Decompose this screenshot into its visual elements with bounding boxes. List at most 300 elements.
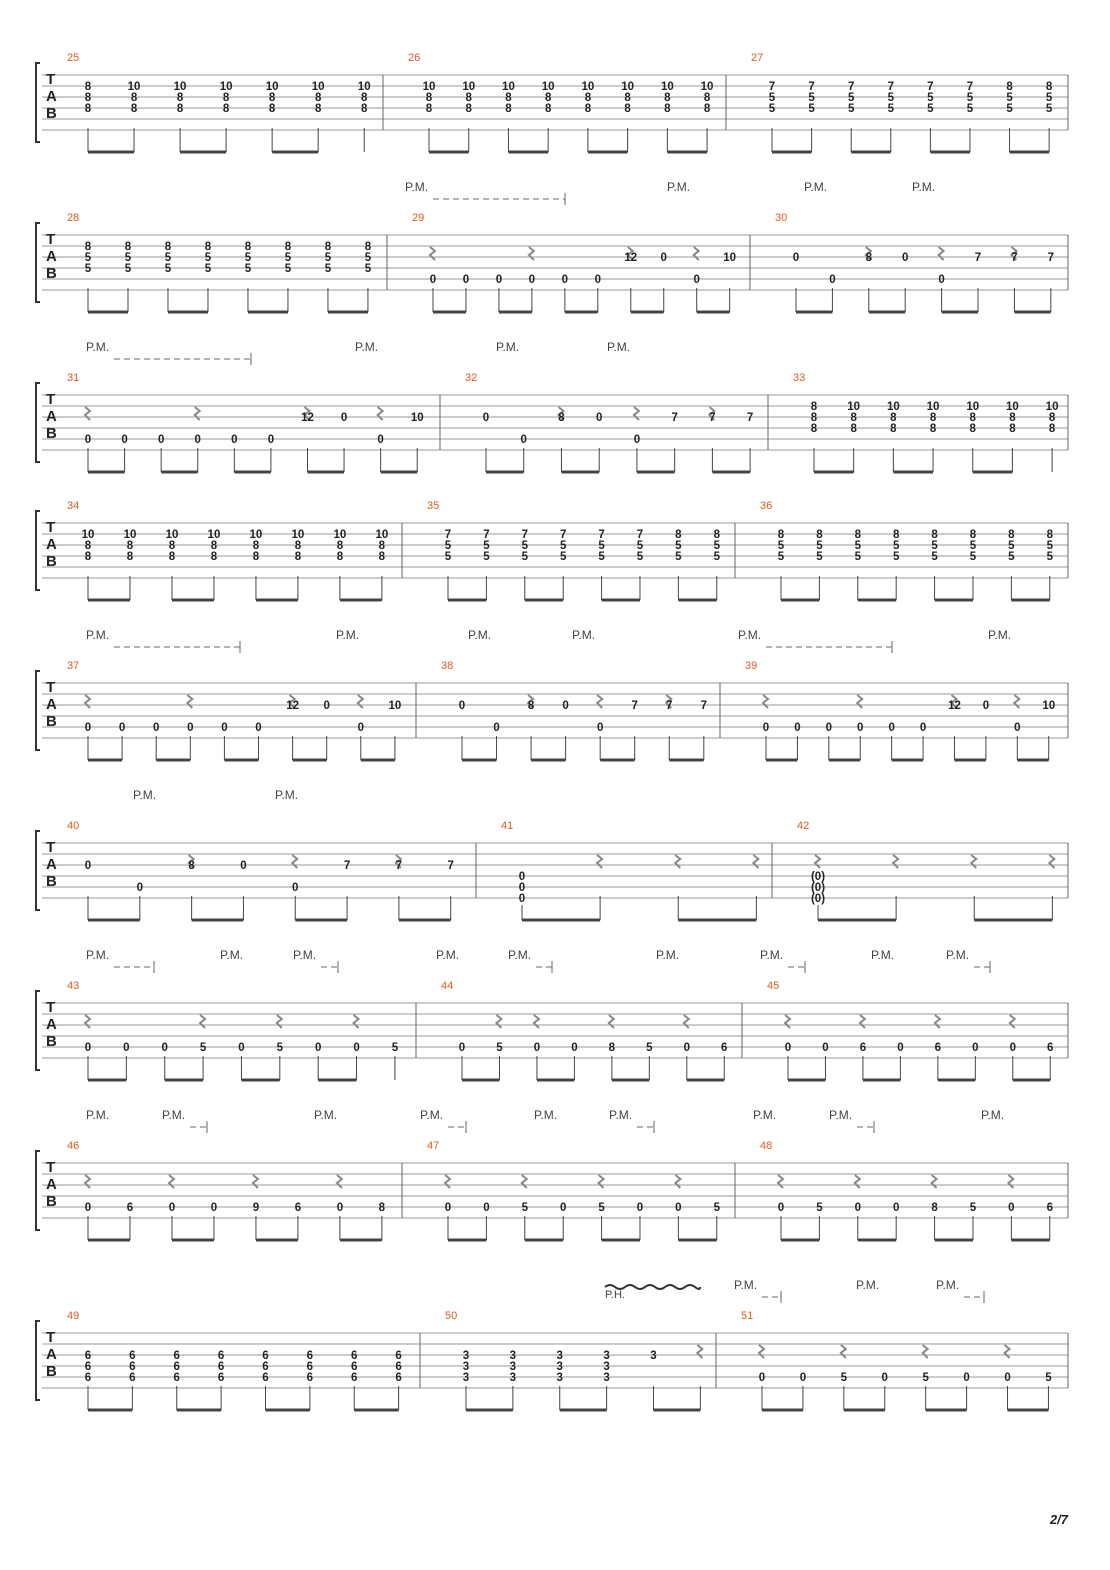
fret-number: 0 bbox=[888, 722, 895, 734]
fret-number: 8 bbox=[188, 860, 195, 872]
beat bbox=[571, 1042, 577, 1080]
palm-mute-label: P.M. bbox=[738, 628, 762, 642]
fret-number: 6 bbox=[395, 1361, 402, 1373]
measure-number: 48 bbox=[760, 1140, 773, 1152]
rest-icon bbox=[935, 1015, 940, 1028]
fret-number: 6 bbox=[217, 1350, 225, 1362]
fret-number: 5 bbox=[636, 540, 644, 552]
palm-mute-label: P.M. bbox=[946, 948, 970, 962]
fret-number: 7 bbox=[808, 81, 815, 93]
measure-number: 32 bbox=[465, 372, 478, 384]
fret-number: 8 bbox=[84, 241, 92, 253]
beat bbox=[1047, 1202, 1053, 1240]
fret-number: 10 bbox=[81, 529, 95, 541]
beat bbox=[127, 1202, 133, 1240]
fret-number: 8 bbox=[210, 540, 218, 552]
measure-number: 28 bbox=[67, 212, 80, 224]
fret-number: 8 bbox=[558, 412, 565, 424]
fret-number: 10 bbox=[165, 529, 179, 541]
fret-number: 6 bbox=[859, 1042, 867, 1054]
beat bbox=[231, 434, 237, 472]
beat bbox=[85, 860, 91, 920]
beat bbox=[972, 1042, 978, 1080]
fret-number: 6 bbox=[351, 1350, 358, 1362]
fret-number: 5 bbox=[204, 252, 212, 264]
fret-number: 7 bbox=[636, 529, 644, 541]
fret-number: 8 bbox=[1009, 412, 1016, 424]
fret-number: 8 bbox=[204, 241, 212, 253]
rest-icon bbox=[1005, 1345, 1010, 1358]
fret-number: 8 bbox=[1045, 81, 1053, 93]
rest-icon bbox=[1049, 855, 1054, 868]
beat bbox=[85, 1350, 91, 1410]
fret-number: 8 bbox=[124, 241, 132, 253]
rest-icon bbox=[292, 855, 297, 868]
beat bbox=[463, 1350, 469, 1410]
fret-number: 7 bbox=[521, 529, 528, 541]
fret-number: 8 bbox=[425, 103, 433, 115]
beat bbox=[462, 81, 475, 152]
beat bbox=[395, 1350, 401, 1410]
tab-clef-letter: B bbox=[46, 1033, 57, 1050]
palm-mute-label: P.M. bbox=[667, 180, 691, 194]
rest-icon bbox=[522, 1175, 527, 1188]
rest-icon bbox=[354, 1015, 359, 1028]
fret-number: 0 bbox=[518, 893, 526, 905]
measure-number: 49 bbox=[67, 1310, 80, 1322]
beat bbox=[970, 529, 977, 600]
beat bbox=[661, 81, 674, 152]
beat bbox=[897, 1042, 903, 1080]
fret-number: 5 bbox=[521, 540, 528, 552]
fret-number: 6 bbox=[84, 1372, 92, 1384]
system-bracket bbox=[36, 1321, 40, 1400]
fret-number: 8 bbox=[176, 103, 184, 115]
fret-number: 5 bbox=[713, 1202, 720, 1214]
measure-number: 37 bbox=[67, 660, 80, 672]
beat bbox=[893, 529, 900, 600]
fret-number: 6 bbox=[217, 1361, 225, 1373]
fret-number: 8 bbox=[505, 103, 512, 115]
fret-number: 5 bbox=[483, 540, 490, 552]
fret-number: 0 bbox=[902, 252, 909, 264]
tab-clef-letter: A bbox=[46, 856, 57, 873]
fret-number: 10 bbox=[1042, 700, 1056, 712]
fret-number: 5 bbox=[1008, 540, 1015, 552]
fret-number: 8 bbox=[84, 540, 92, 552]
rest-icon bbox=[763, 695, 768, 708]
fret-number: 0 bbox=[458, 1042, 466, 1054]
rest-icon bbox=[932, 1175, 937, 1188]
beat bbox=[445, 529, 452, 600]
beat bbox=[240, 860, 246, 920]
fret-number: 0 bbox=[161, 1042, 168, 1054]
beat bbox=[221, 722, 227, 760]
rest-icon bbox=[85, 695, 90, 708]
fret-number: 0 bbox=[267, 434, 275, 446]
fret-number: 10 bbox=[966, 401, 980, 413]
beat bbox=[389, 700, 402, 760]
fret-number: 5 bbox=[364, 263, 372, 275]
fret-number: 5 bbox=[1045, 92, 1053, 104]
beat bbox=[510, 1350, 516, 1410]
fret-number: 0 bbox=[919, 722, 927, 734]
beat bbox=[826, 722, 832, 760]
rest-icon bbox=[85, 1015, 90, 1028]
beat bbox=[483, 412, 489, 472]
fret-number: 3 bbox=[650, 1350, 657, 1362]
beat bbox=[661, 252, 667, 312]
fret-number: 0 bbox=[963, 1372, 970, 1384]
measure-number: 44 bbox=[441, 980, 454, 992]
beat bbox=[521, 434, 527, 472]
fret-number: 10 bbox=[311, 81, 325, 93]
beat bbox=[250, 529, 263, 600]
beat bbox=[893, 1202, 899, 1240]
fret-number: 0 bbox=[518, 871, 526, 883]
fret-number: 5 bbox=[496, 1042, 503, 1054]
measure-number: 50 bbox=[445, 1310, 458, 1322]
fret-number: 10 bbox=[127, 81, 141, 93]
beat bbox=[811, 401, 818, 472]
fret-number: 0 bbox=[84, 860, 92, 872]
tab-clef-letter: B bbox=[46, 1363, 57, 1380]
fret-number: 7 bbox=[343, 860, 351, 872]
fret-number: 8 bbox=[929, 423, 937, 435]
beat bbox=[379, 1202, 386, 1240]
fret-number: 0 bbox=[482, 412, 490, 424]
system-bracket bbox=[36, 831, 40, 910]
fret-number: 7 bbox=[671, 412, 678, 424]
beat bbox=[312, 81, 325, 152]
fret-number: 3 bbox=[509, 1350, 517, 1362]
measure-number: 26 bbox=[408, 52, 421, 64]
fret-number: 10 bbox=[219, 81, 233, 93]
palm-mute-label: P.M. bbox=[86, 628, 110, 642]
beat bbox=[675, 529, 682, 600]
beat bbox=[205, 241, 212, 312]
fret-number: 6 bbox=[934, 1042, 942, 1054]
fret-number: 6 bbox=[173, 1372, 180, 1384]
beat bbox=[129, 1350, 135, 1410]
fret-number: 0 bbox=[758, 1372, 766, 1384]
fret-number: 0 bbox=[84, 434, 92, 446]
tab-clef-letter: T bbox=[46, 231, 56, 248]
system-bracket bbox=[36, 63, 40, 142]
rest-icon bbox=[529, 247, 534, 260]
fret-number: 5 bbox=[816, 540, 823, 552]
rest-icon bbox=[753, 855, 758, 868]
fret-number: 0 bbox=[829, 274, 836, 286]
beat bbox=[125, 241, 132, 312]
palm-mute-label: P.M. bbox=[86, 340, 110, 354]
fret-number: 0 bbox=[982, 700, 990, 712]
beat bbox=[598, 529, 605, 600]
palm-mute-label: P.M. bbox=[436, 948, 460, 962]
fret-number: 10 bbox=[462, 81, 476, 93]
fret-number: 8 bbox=[465, 103, 472, 115]
fret-number: 0 bbox=[323, 700, 330, 712]
tab-clef-letter: T bbox=[46, 1329, 56, 1346]
beat bbox=[137, 882, 143, 920]
measure-number: 34 bbox=[67, 500, 80, 512]
fret-number: 6 bbox=[262, 1361, 269, 1373]
fret-number: 0 bbox=[528, 274, 536, 286]
rest-icon bbox=[841, 1345, 846, 1358]
palm-mute-label: P.M. bbox=[86, 1108, 110, 1122]
fret-number: 0 bbox=[152, 722, 160, 734]
beat bbox=[351, 1350, 357, 1410]
fret-number: 8 bbox=[969, 423, 976, 435]
palm-mute-label: P.M. bbox=[609, 1108, 633, 1122]
fret-number: 7 bbox=[768, 81, 776, 93]
palm-mute-label: P.M. bbox=[220, 948, 244, 962]
beat bbox=[295, 1202, 301, 1240]
fret-number: 10 bbox=[847, 401, 861, 413]
fret-number: 5 bbox=[636, 551, 644, 563]
fret-number: 8 bbox=[850, 412, 857, 424]
beat bbox=[822, 1042, 828, 1080]
fret-number: 8 bbox=[584, 92, 592, 104]
tab-clef-letter: T bbox=[46, 1159, 56, 1176]
rest-icon bbox=[187, 695, 192, 708]
fret-number: 8 bbox=[361, 92, 368, 104]
beat bbox=[483, 1202, 489, 1240]
beat bbox=[671, 412, 677, 472]
measure-number: 30 bbox=[775, 212, 788, 224]
fret-number: 5 bbox=[124, 263, 132, 275]
fret-number: 8 bbox=[854, 529, 861, 541]
fret-number: 7 bbox=[746, 412, 754, 424]
beat bbox=[595, 274, 601, 312]
fret-number: 10 bbox=[291, 529, 305, 541]
fret-number: 5 bbox=[927, 103, 934, 115]
fret-number: 8 bbox=[624, 103, 631, 115]
fret-number: 12 bbox=[624, 252, 638, 264]
fret-number: 10 bbox=[265, 81, 279, 93]
beat bbox=[165, 241, 172, 312]
beat bbox=[632, 700, 638, 760]
fret-number: 5 bbox=[1006, 103, 1013, 115]
measure-number: 35 bbox=[427, 500, 440, 512]
fret-number: 8 bbox=[84, 81, 92, 93]
fret-number: 6 bbox=[129, 1361, 136, 1373]
fret-number: 8 bbox=[1046, 529, 1053, 541]
palm-mute-label: P.M. bbox=[760, 948, 784, 962]
fret-number: 3 bbox=[462, 1372, 470, 1384]
fret-number: 0 bbox=[683, 1042, 690, 1054]
beat bbox=[502, 81, 515, 152]
fret-number: 6 bbox=[129, 1350, 136, 1362]
rest-icon bbox=[675, 1175, 680, 1188]
palm-mute-label: P.M. bbox=[656, 948, 680, 962]
fret-number: 10 bbox=[249, 529, 263, 541]
fret-number: 8 bbox=[703, 92, 711, 104]
beat bbox=[285, 241, 292, 312]
fret-number: 8 bbox=[84, 551, 92, 563]
fret-number: 10 bbox=[541, 81, 555, 93]
beat bbox=[723, 252, 736, 312]
fret-number: 0 bbox=[495, 274, 503, 286]
beat bbox=[245, 241, 252, 312]
fret-number: 5 bbox=[713, 551, 720, 563]
beat bbox=[124, 529, 137, 600]
beat bbox=[85, 81, 92, 152]
fret-number: 5 bbox=[777, 540, 785, 552]
fret-number: 3 bbox=[556, 1361, 563, 1373]
beat bbox=[262, 1350, 268, 1410]
beat bbox=[808, 81, 815, 152]
beat bbox=[158, 434, 164, 472]
fret-number: 8 bbox=[1009, 423, 1016, 435]
fret-number: 6 bbox=[217, 1372, 225, 1384]
fret-number: 8 bbox=[1008, 529, 1015, 541]
measure-number: 47 bbox=[427, 1140, 440, 1152]
fret-number: 5 bbox=[244, 252, 252, 264]
fret-number: 0 bbox=[168, 1202, 176, 1214]
fret-number: 5 bbox=[559, 540, 567, 552]
fret-number: 0 bbox=[518, 882, 526, 894]
fret-number: 8 bbox=[130, 103, 138, 115]
fret-number: 0 bbox=[493, 722, 500, 734]
fret-number: 8 bbox=[608, 1042, 616, 1054]
rest-icon bbox=[893, 855, 898, 868]
fret-number: 0 bbox=[571, 1042, 578, 1054]
beat bbox=[747, 412, 753, 472]
palm-mute-label: P.M. bbox=[355, 340, 379, 354]
measure-number: 38 bbox=[441, 660, 454, 672]
rest-icon bbox=[597, 695, 602, 708]
fret-number: 3 bbox=[603, 1350, 610, 1362]
fret-number: 10 bbox=[886, 401, 900, 413]
tab-clef-letter: A bbox=[46, 696, 57, 713]
beat bbox=[721, 1042, 727, 1080]
fret-number: 0 bbox=[157, 434, 165, 446]
rest-icon bbox=[857, 695, 862, 708]
fret-number: 10 bbox=[700, 81, 714, 93]
beat bbox=[920, 722, 926, 760]
beat bbox=[927, 81, 934, 152]
fret-number: 5 bbox=[969, 540, 977, 552]
fret-number: 10 bbox=[1006, 401, 1019, 413]
tab-system bbox=[36, 340, 1068, 472]
fret-number: 8 bbox=[252, 551, 260, 563]
palm-mute-label: P.M. bbox=[804, 180, 828, 194]
fret-number: 0 bbox=[792, 252, 800, 264]
fret-number: 6 bbox=[1046, 1202, 1053, 1214]
beat bbox=[493, 722, 499, 760]
fret-number: 5 bbox=[276, 1042, 284, 1054]
fret-number: 5 bbox=[931, 551, 938, 563]
fret-number: 6 bbox=[395, 1372, 402, 1384]
vibrato-wavy-line bbox=[605, 1285, 700, 1289]
tab-clef-letter: B bbox=[46, 873, 57, 890]
fret-number: 3 bbox=[556, 1372, 563, 1384]
fret-number: 5 bbox=[324, 263, 332, 275]
fret-number: 6 bbox=[351, 1372, 358, 1384]
fret-number: 0 bbox=[336, 1202, 344, 1214]
fret-number: 12 bbox=[948, 700, 961, 712]
rest-icon bbox=[599, 1175, 604, 1188]
tab-clef-letter: T bbox=[46, 679, 56, 696]
measure-number: 29 bbox=[412, 212, 425, 224]
fret-number: 5 bbox=[364, 252, 372, 264]
beat bbox=[292, 529, 305, 600]
fret-number: 0 bbox=[1004, 1372, 1011, 1384]
beat bbox=[560, 1202, 566, 1240]
fret-number: 0 bbox=[187, 722, 194, 734]
rest-icon bbox=[684, 1015, 689, 1028]
tab-system bbox=[36, 788, 1068, 920]
rest-icon bbox=[534, 1015, 539, 1028]
beat bbox=[121, 434, 127, 472]
fret-number: (0) bbox=[810, 893, 826, 905]
fret-number: 8 bbox=[176, 92, 184, 104]
fret-number: 5 bbox=[124, 252, 132, 264]
fret-number: 5 bbox=[483, 551, 490, 563]
system-bracket bbox=[36, 511, 40, 590]
fret-number: 7 bbox=[666, 700, 673, 712]
beat bbox=[1045, 1372, 1052, 1410]
fret-number: 10 bbox=[422, 81, 436, 93]
beat bbox=[1046, 401, 1059, 472]
fret-number: 0 bbox=[660, 252, 667, 264]
palm-mute-label: P.M. bbox=[293, 948, 317, 962]
fret-number: 0 bbox=[562, 700, 569, 712]
measure-number: 39 bbox=[745, 660, 758, 672]
palm-mute-label: P.M. bbox=[936, 1278, 960, 1292]
fret-number: 0 bbox=[255, 722, 262, 734]
fret-number: 5 bbox=[847, 92, 855, 104]
fret-number: 0 bbox=[292, 882, 299, 894]
fret-number: 8 bbox=[425, 92, 433, 104]
fret-number: 5 bbox=[922, 1372, 929, 1384]
fret-number: 7 bbox=[847, 81, 855, 93]
rest-icon bbox=[200, 1015, 205, 1028]
fret-number: 8 bbox=[294, 540, 302, 552]
fret-number: 7 bbox=[974, 252, 982, 264]
fret-number: 8 bbox=[1048, 412, 1056, 424]
fret-number: 6 bbox=[262, 1350, 269, 1362]
beat bbox=[358, 81, 371, 152]
tab-clef-letter: B bbox=[46, 553, 57, 570]
fret-number: 3 bbox=[603, 1372, 610, 1384]
beat bbox=[447, 860, 453, 920]
fret-number: 0 bbox=[897, 1042, 904, 1054]
tab-clef-letter: B bbox=[46, 1193, 57, 1210]
fret-number: 0 bbox=[854, 1202, 861, 1214]
fret-number: 0 bbox=[675, 1202, 682, 1214]
fret-number: 8 bbox=[244, 241, 252, 253]
beat bbox=[637, 1202, 643, 1240]
fret-number: 5 bbox=[816, 551, 823, 563]
beat bbox=[375, 529, 388, 600]
beat bbox=[174, 1350, 180, 1410]
tab-system bbox=[36, 500, 1068, 600]
fret-number: 6 bbox=[306, 1350, 314, 1362]
measure-number: 46 bbox=[67, 1140, 80, 1152]
fret-number: (0) bbox=[810, 871, 826, 883]
fret-number: 8 bbox=[378, 1202, 386, 1214]
beat bbox=[800, 1372, 806, 1410]
beat bbox=[323, 700, 329, 760]
beat bbox=[778, 529, 785, 600]
fret-number: 0 bbox=[596, 722, 604, 734]
fret-number: 5 bbox=[391, 1042, 399, 1054]
fret-number: 5 bbox=[816, 1202, 823, 1214]
page-number: 2/7 bbox=[1049, 1512, 1068, 1527]
tab-clef-letter: A bbox=[46, 1016, 57, 1033]
